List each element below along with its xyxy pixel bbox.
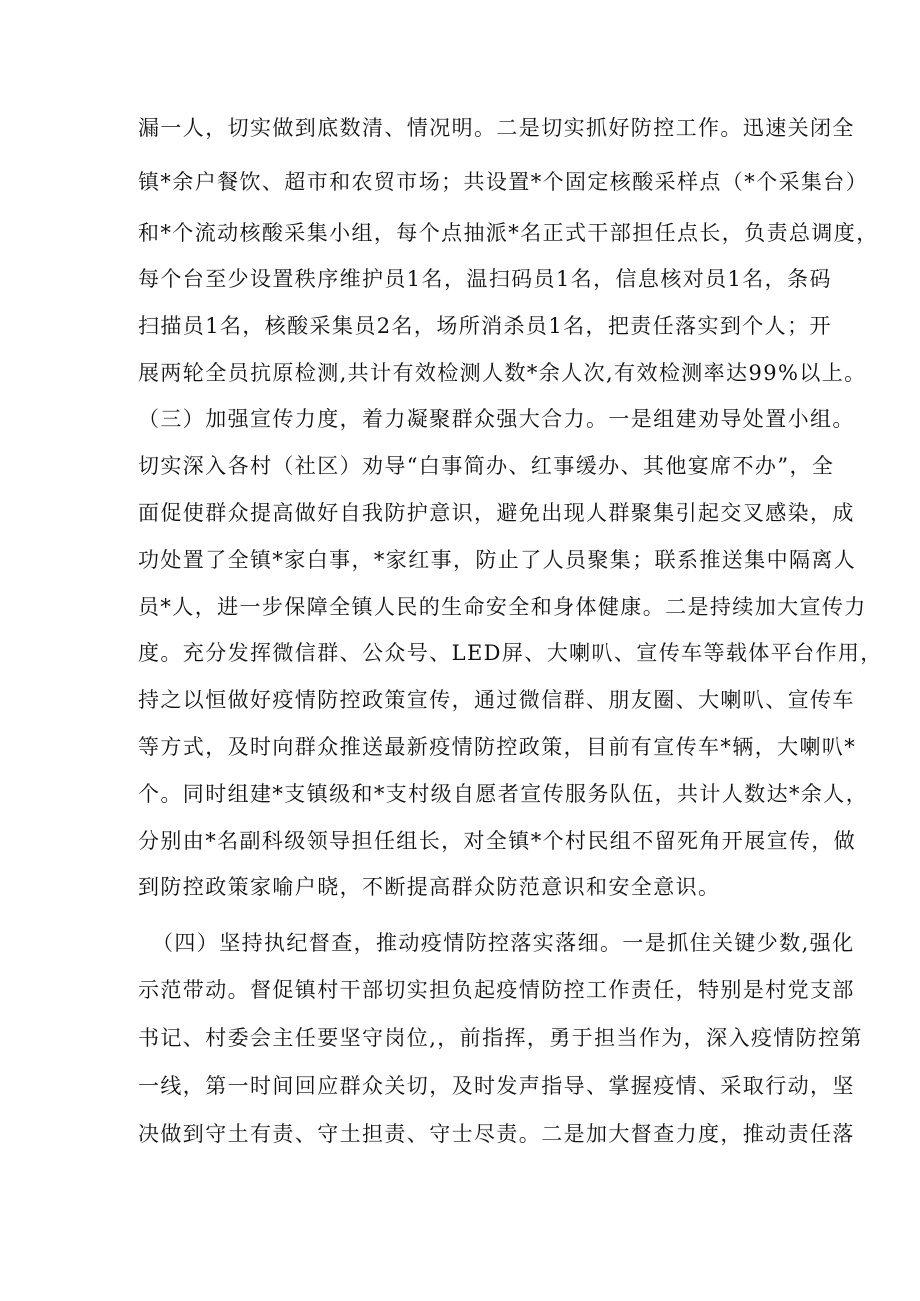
- text-line: 员*人，进一步保障全镇人民的生命安全和身体健康。二是持续加大宣传力: [138, 595, 867, 619]
- text-line: 一线，第一时间回应群众关切，及时发声指导、掌握疫情、采取行动，坚: [138, 1074, 855, 1098]
- text-line: 个。同时组建*支镇级和*支村级自愿者宣传服务队伍，共计人数达*余人，: [138, 782, 869, 806]
- text-line: 功处置了全镇*家白事，*家红事，防止了人员聚集；联系推送集中隔离人: [138, 548, 857, 572]
- text-line: 切实深入各村（社区）劝导“白事简办、红事缓办、其他宴席不办”，全: [138, 454, 835, 478]
- section-heading-line: （三）加强宣传力度，着力凝聚群众强大合力。一是组建劝导处置小组。: [138, 407, 855, 431]
- text-line: 度。充分发挥微信群、公众号、LED屏、大喇叭、宣传车等载体平台作用，: [138, 641, 883, 665]
- text-line: 面促使群众提高做好自我防护意识，避免出现人群聚集引起交叉感染，成: [138, 501, 855, 525]
- text-line: 分别由*名副科级领导担任组长，对全镇*个村民组不留死角开展宣传，做: [138, 829, 857, 853]
- text-line: 镇*余户餐饮、超市和农贸市场；共设置*个固定核酸采样点（*个采集台）: [138, 170, 869, 194]
- text-line: 展两轮全员抗原检测,共计有效检测人数*余人次,有效检测率达99%以上。: [138, 361, 867, 385]
- text-line: 扫描员1名，核酸采集员2名，场所消杀员1名，把责任落实到个人；开: [138, 314, 832, 338]
- text-line: 决做到守土有责、守土担责、守士尽责。二是加大督查力度，推动责任落: [138, 1122, 855, 1146]
- text-line: 漏一人，切实做到底数清、情况明。二是切实抓好防控工作。迅速关闭全: [138, 116, 855, 140]
- text-line: 示范带动。督促镇村干部切实担负起疫情防控工作责任，特别是村党支部: [138, 978, 855, 1002]
- text-line: 等方式，及时向群众推送最新疫情防控政策，目前有宣传车*辆，大喇叭*: [138, 735, 857, 759]
- text-line: 书记、村委会主任要坚守岗位,，前指挥，勇于担当作为，深入疫情防控第: [138, 1026, 863, 1050]
- text-line: 到防控政策家喻户晓，不断提高群众防范意识和安全意识。: [138, 875, 721, 899]
- text-line: 每个台至少设置秩序维护员1名，温扫码员1名，信息核对员1名，条码: [138, 267, 832, 291]
- section-heading-line: （四）坚持执纪督查，推动疫情防控落实落细。一是抓住关键少数,强化: [152, 931, 855, 955]
- text-line: 和*个流动核酸采集小组，每个点抽派*名正式干部担任点长，负责总调度，: [138, 221, 879, 245]
- text-line: 持之以恒做好疫情防控政策宣传，通过微信群、朋友圈、大喇叭、宣传车: [138, 688, 855, 712]
